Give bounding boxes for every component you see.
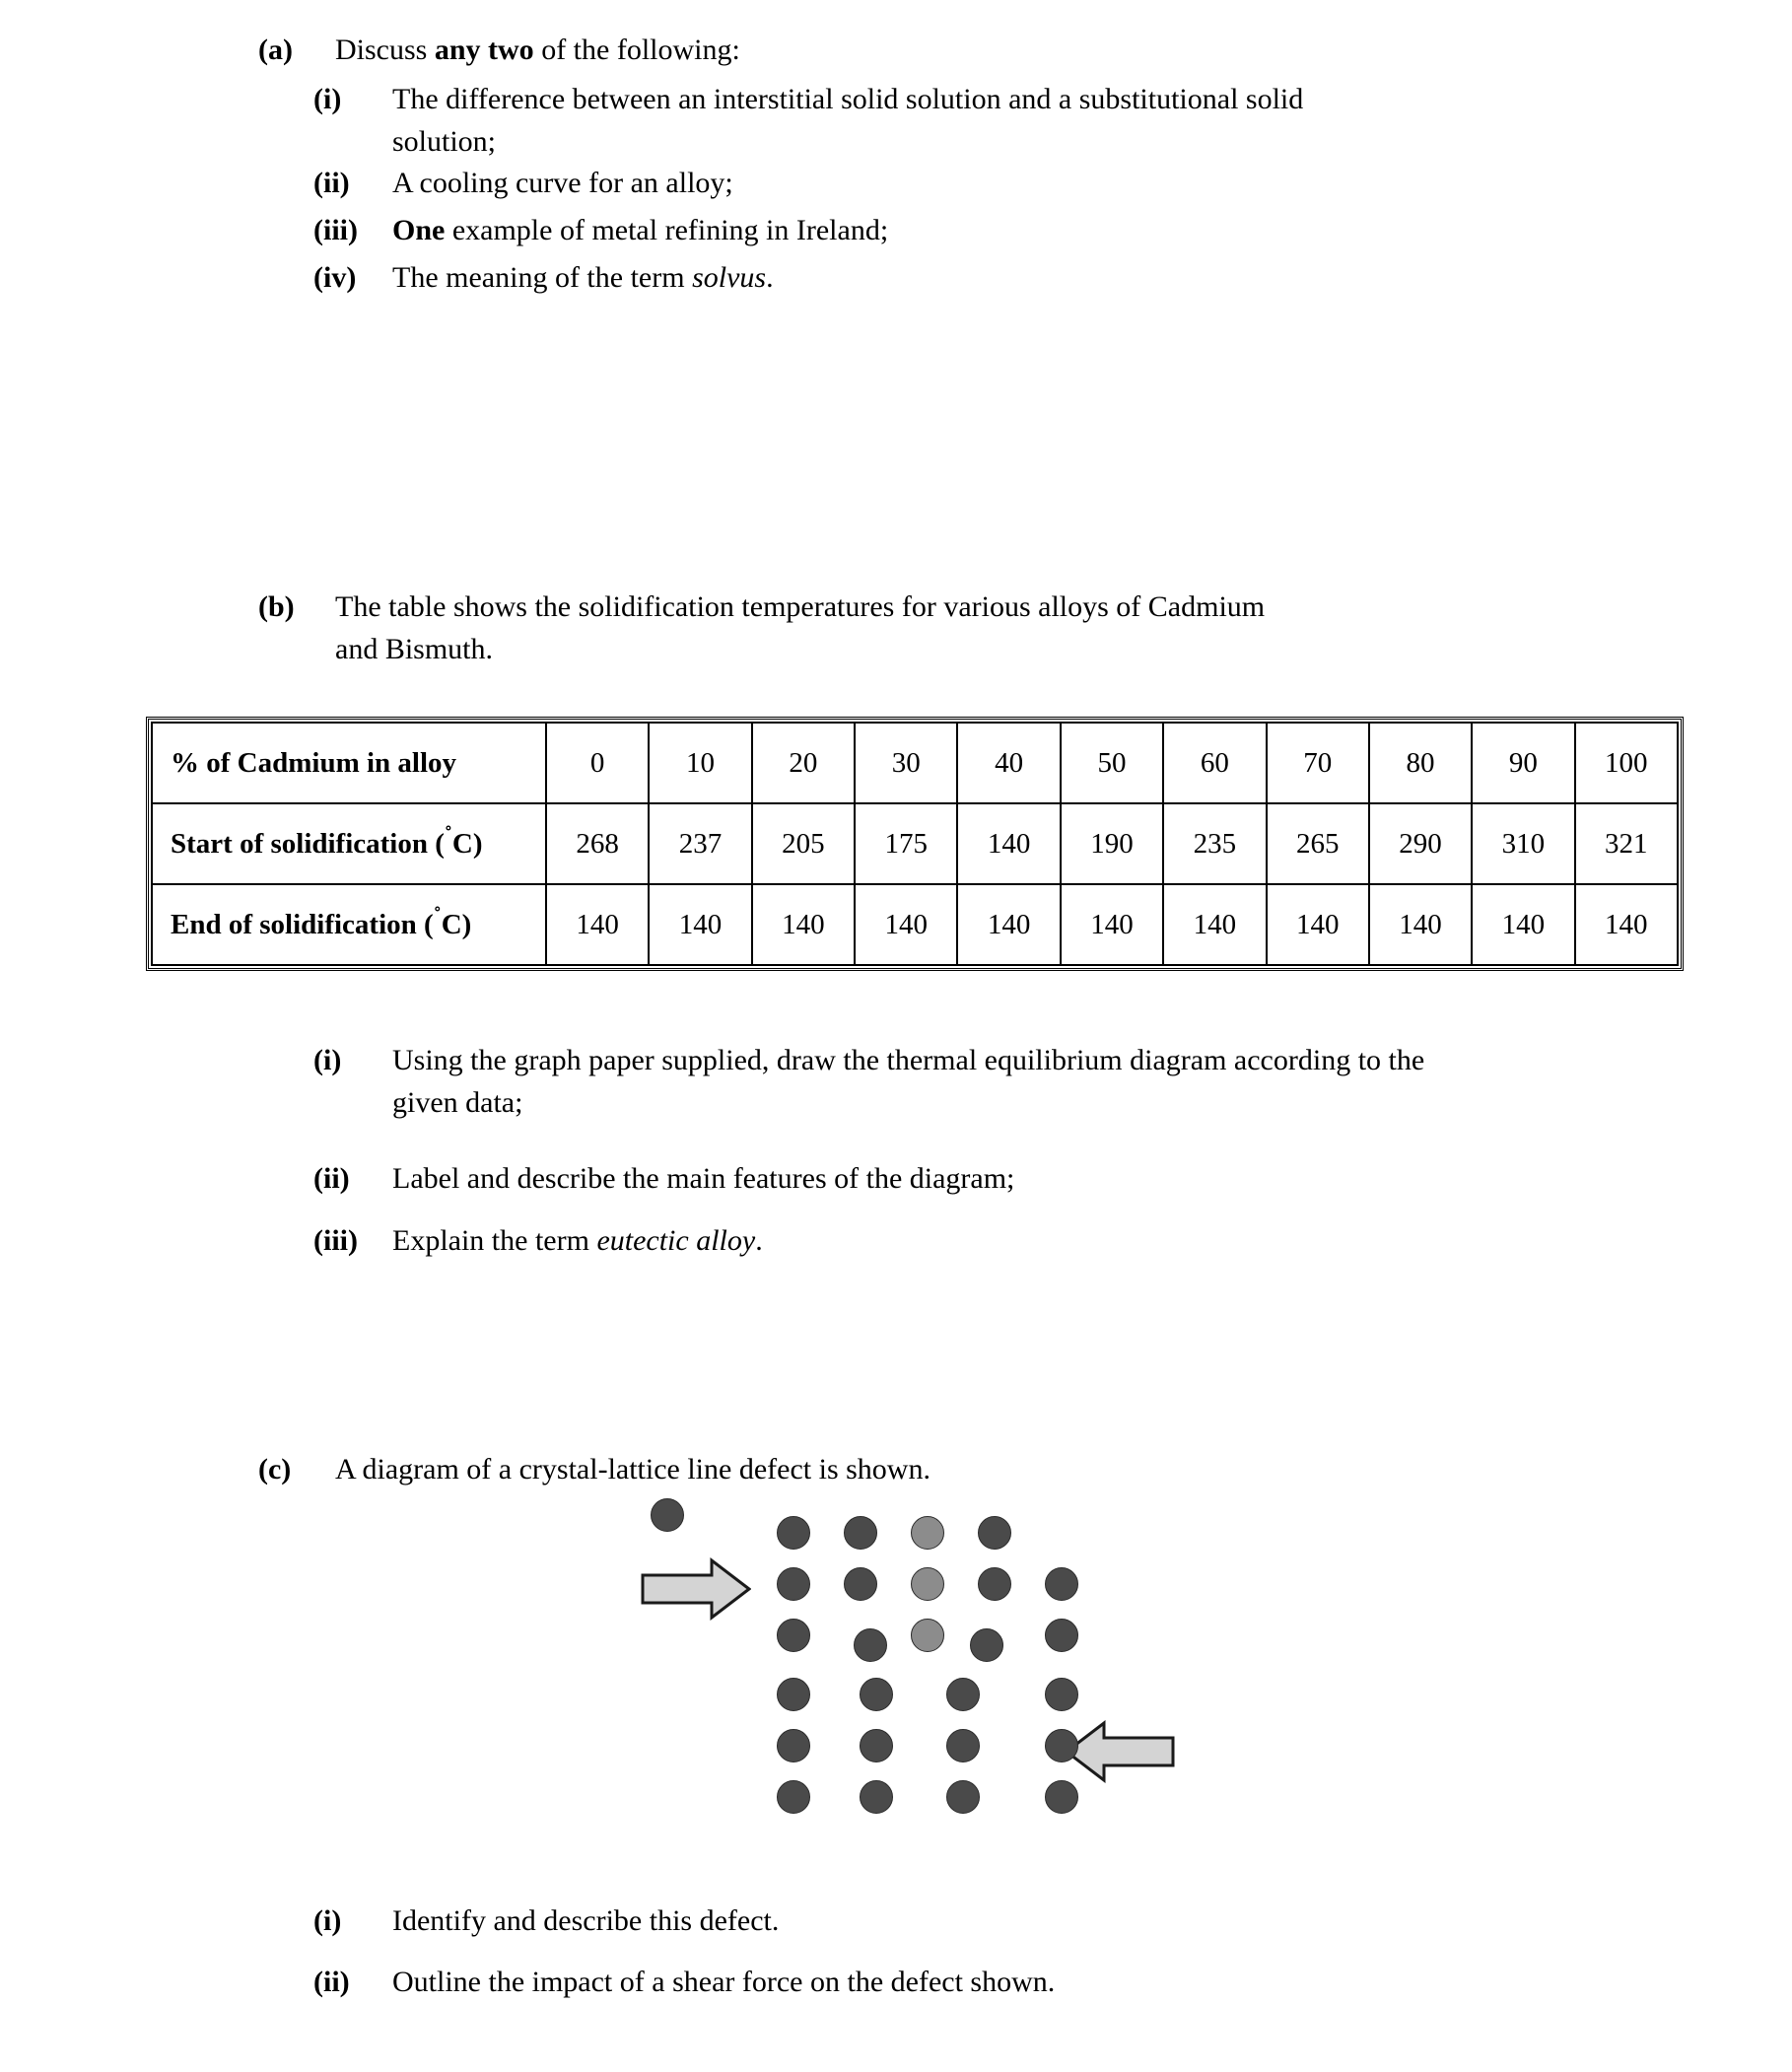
lattice-atom-defect [911, 1619, 944, 1652]
table-cell: 10 [649, 723, 751, 803]
part-c-item-ii-marker: (ii) [313, 1966, 350, 1998]
lattice-atom [1045, 1729, 1078, 1762]
part-b-marker: (b) [258, 590, 295, 623]
part-a-item-i [313, 79, 1398, 163]
part-c-item-i-marker: (i) [313, 1904, 342, 1937]
lattice-atom [777, 1516, 810, 1550]
table-cell: 290 [1369, 803, 1472, 884]
part-b-item-ii-text: Label and describe the main features of the diagram; [392, 1162, 1015, 1195]
table-cell: 205 [752, 803, 855, 884]
part-b-item-iii-marker: (iii) [313, 1224, 358, 1257]
lattice-atom [1045, 1619, 1078, 1652]
lattice-atom [1045, 1567, 1078, 1601]
crystal-lattice-defect-diagram [651, 1498, 1203, 1833]
solidification-table-wrapper [146, 717, 1684, 971]
part-a-stem-text [335, 30, 740, 72]
table-cell: 237 [649, 803, 751, 884]
lattice-atom [860, 1678, 893, 1711]
part-a-item-iv-term: solvus [692, 261, 767, 294]
part-b-item-iii [313, 1220, 1437, 1263]
part-c-item-ii-text: Outline the impact of a shear force on the defect shown. [392, 1966, 1056, 1998]
table-cell: 140 [1267, 884, 1369, 965]
table-cell: 140 [1575, 884, 1678, 965]
table-cell: 140 [1472, 884, 1574, 965]
table-cell: 140 [957, 884, 1060, 965]
part-c-item-ii [313, 1962, 1437, 2004]
table-cell: 0 [546, 723, 649, 803]
lattice-atom [651, 1498, 684, 1532]
table-rowlabel-percent: % of Cadmium in alloy [152, 723, 546, 803]
lattice-atom [1045, 1780, 1078, 1814]
lattice-atom [844, 1567, 877, 1601]
table-cell: 20 [752, 723, 855, 803]
part-a-stem-pre: Discuss [335, 34, 435, 66]
lattice-atom [946, 1678, 980, 1711]
lattice-atom [777, 1619, 810, 1652]
table-row-start [152, 803, 1678, 884]
table-cell: 70 [1267, 723, 1369, 803]
lattice-atom [777, 1678, 810, 1711]
degree-symbol: ˚ [444, 822, 452, 849]
part-a-stem [258, 30, 1343, 72]
part-b-item-iii-text [392, 1220, 763, 1263]
part-b-item-i-marker: (i) [313, 1044, 342, 1076]
table-cell: 140 [546, 884, 649, 965]
part-b-item-iii-tail: . [755, 1224, 763, 1257]
lattice-atom [978, 1516, 1011, 1550]
table-cell: 140 [1369, 884, 1472, 965]
table-row-end [152, 884, 1678, 965]
table-cell: 268 [546, 803, 649, 884]
part-b-item-i-text: Using the graph paper supplied, draw the thermal equilibrium diagram according to the given data; [392, 1044, 1425, 1119]
part-a-item-iv-text [392, 257, 774, 300]
table-cell: 175 [855, 803, 957, 884]
part-b-item-iii-term: eutectic alloy [596, 1224, 756, 1257]
table-cell: 265 [1267, 803, 1369, 884]
part-b-item-iii-lead: Explain the term [392, 1224, 597, 1257]
table-cell: 60 [1163, 723, 1266, 803]
table-rowlabel-start-unit: C) [451, 827, 483, 860]
part-b-item-ii [313, 1158, 1437, 1201]
table-row-percent [152, 723, 1678, 803]
part-c-stem-text: A diagram of a crystal-lattice line defect is shown. [335, 1453, 930, 1485]
table-cell: 310 [1472, 803, 1574, 884]
part-a-item-iv-tail: . [766, 261, 774, 294]
table-cell: 30 [855, 723, 957, 803]
part-c-stem [258, 1449, 1382, 1491]
part-a-marker: (a) [258, 34, 293, 66]
lattice-atom [854, 1628, 887, 1662]
shear-arrow-left-icon [641, 1557, 751, 1621]
lattice-atom [860, 1780, 893, 1814]
part-a-item-iv [313, 257, 1398, 300]
part-a-item-ii-text: A cooling curve for an alloy; [392, 167, 733, 199]
part-a-item-ii-marker: (ii) [313, 167, 350, 199]
table-cell: 80 [1369, 723, 1472, 803]
degree-symbol: ˚ [433, 903, 442, 930]
part-a-item-iv-marker: (iv) [313, 261, 357, 294]
lattice-atom [777, 1780, 810, 1814]
part-a-item-iii-tail: example of metal refining in Ireland; [445, 214, 889, 246]
table-rowlabel-end-lead: End of solidification ( [171, 908, 434, 940]
lattice-atom-defect [911, 1516, 944, 1550]
part-c-item-i-text: Identify and describe this defect. [392, 1904, 780, 1937]
part-a-stem-post: of the following: [533, 34, 740, 66]
table-cell: 321 [1575, 803, 1678, 884]
table-cell: 190 [1061, 803, 1163, 884]
table-cell: 140 [855, 884, 957, 965]
table-rowlabel-start-lead: Start of solidification ( [171, 827, 445, 860]
part-b-item-ii-marker: (ii) [313, 1162, 350, 1195]
part-b-stem [258, 587, 1303, 670]
part-a-item-i-marker: (i) [313, 83, 342, 115]
part-a-item-i-text: The difference between an interstitial solid solution and a substitutional solid solution; [392, 83, 1304, 158]
part-c-marker: (c) [258, 1453, 292, 1485]
part-a-item-ii [313, 163, 1398, 205]
lattice-atom [946, 1780, 980, 1814]
table-cell: 140 [649, 884, 751, 965]
table-cell: 140 [1163, 884, 1266, 965]
table-cell: 40 [957, 723, 1060, 803]
table-rowlabel-end [152, 884, 546, 965]
shear-arrow-right-icon [1065, 1720, 1175, 1783]
table-rowlabel-start [152, 803, 546, 884]
table-cell: 90 [1472, 723, 1574, 803]
lattice-atom [777, 1567, 810, 1601]
lattice-atom [946, 1729, 980, 1762]
part-a-item-iii-emphasis: One [392, 214, 446, 246]
solidification-table [151, 722, 1679, 966]
table-cell: 100 [1575, 723, 1678, 803]
part-b-item-i [313, 1040, 1437, 1124]
lattice-atom [1045, 1678, 1078, 1711]
lattice-atom [844, 1516, 877, 1550]
part-a-stem-emphasis: any two [434, 34, 534, 66]
table-cell: 50 [1061, 723, 1163, 803]
table-cell: 235 [1163, 803, 1266, 884]
part-a-item-iv-lead: The meaning of the term [392, 261, 693, 294]
table-rowlabel-end-unit: C) [441, 908, 472, 940]
table-cell: 140 [1061, 884, 1163, 965]
lattice-atom [860, 1729, 893, 1762]
table-cell: 140 [752, 884, 855, 965]
part-a-item-iii-text [392, 210, 888, 252]
part-a-item-iii [313, 210, 1398, 252]
lattice-atom [978, 1567, 1011, 1601]
part-a-item-iii-marker: (iii) [313, 214, 358, 246]
lattice-atom [970, 1628, 1003, 1662]
table-cell: 140 [957, 803, 1060, 884]
part-b-stem-text: The table shows the solidification temperatures for various alloys of Cadmium and Bismuth. [335, 590, 1266, 665]
lattice-atom-defect [911, 1567, 944, 1601]
lattice-atom [777, 1729, 810, 1762]
part-c-item-i [313, 1900, 1437, 1943]
